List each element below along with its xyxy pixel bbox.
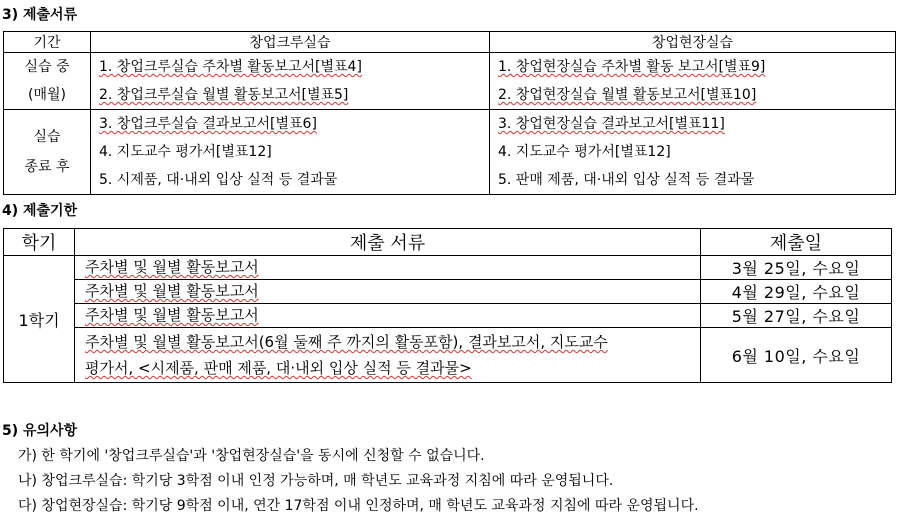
doc-item: 2. 창업현장실습 월별 활동보고서[별표10] [498,87,757,103]
deadline-date: 3월 25일, 수요일 [701,256,892,280]
header-period: 기간 [4,32,91,53]
documents-row-during [4,53,896,110]
deadline-row [4,256,892,280]
doc-item: 3. 창업크루실습 결과보고서[별표6] [99,116,317,132]
period-line: 실습 [33,129,61,145]
header-docs: 제출 서류 [75,229,701,256]
doc-item: 3. 창업현장실습 결과보고서[별표11] [498,116,725,132]
period-line: (매월) [28,87,66,103]
note-item: 가) 한 학기에 '창업크루실습'과 '창업현장실습'을 동시에 신청할 수 없습니다. [18,448,485,464]
period-cell [4,110,91,195]
doc-item: 4. 지도교수 평가서[별표12] [498,144,671,160]
deadline-docs [75,328,701,383]
header-date: 제출일 [701,229,892,256]
deadline-date: 6월 10일, 수요일 [701,328,892,383]
deadline-row [4,328,892,383]
notes-list [18,444,699,519]
deadline-row [4,304,892,328]
deadline-header-row [4,229,892,256]
deadline-docs-text: 주차별 및 월별 활동보고서 [85,282,259,300]
crew-docs-cell [91,110,490,195]
header-crew: 창업크루실습 [91,32,490,53]
crew-docs-cell [91,53,490,110]
section4-title: 4) 제출기한 [2,203,78,219]
deadline-table [3,228,892,383]
doc-item: 1. 창업현장실습 주차별 활동 보고서[별표9] [498,59,766,75]
semester-cell: 1학기 [4,256,75,383]
deadline-docs [75,256,701,280]
documents-row-after [4,110,896,195]
field-docs-cell [490,53,896,110]
documents-header-row [4,32,896,53]
doc-item: 2. 창업크루실습 월별 활동보고서[별표5] [99,87,349,103]
deadline-docs-text: 주차별 및 월별 활동보고서 [85,306,259,324]
deadline-docs-text: 평가서, <시제품, 판매 제품, 대·내외 입상 실적 등 결과물> [85,359,472,377]
deadline-docs-text: 주차별 및 월별 활동보고서 [85,258,259,276]
period-line: 종료 후 [24,159,70,175]
section3-title: 3) 제출서류 [2,7,78,23]
deadline-docs [75,280,701,304]
section5-title: 5) 유의사항 [2,423,78,439]
note-item: 다) 창업현장실습: 학기당 9학점 이내, 연간 17학점 이내 인정하며, 매 학년도 교육과정 지침에 따라 운영됩니다. [18,498,699,514]
deadline-row [4,280,892,304]
header-semester: 학기 [4,229,75,256]
deadline-docs-text: 주차별 및 월별 활동보고서(6월 둘째 주 까지의 활동포함), 결과보고서, 지도교수 [85,333,608,351]
header-field: 창업현장실습 [490,32,896,53]
doc-item: 5. 판매 제품, 대·내외 입상 실적 등 결과물 [498,172,755,188]
period-line: 실습 중 [24,59,70,75]
deadline-date: 5월 27일, 수요일 [701,304,892,328]
doc-item: 4. 지도교수 평가서[별표12] [99,144,272,160]
note-item: 나) 창업크루실습: 학기당 3학점 이내 인정 가능하며, 매 학년도 교육과정 지침에 따라 운영됩니다. [18,473,614,489]
documents-table [3,31,896,195]
doc-item: 1. 창업크루실습 주차별 활동보고서[별표4] [99,59,362,75]
deadline-date: 4월 29일, 수요일 [701,280,892,304]
doc-item: 5. 시제품, 대·내외 입상 실적 등 결과물 [99,172,338,188]
deadline-docs [75,304,701,328]
period-cell [4,53,91,110]
field-docs-cell [490,110,896,195]
